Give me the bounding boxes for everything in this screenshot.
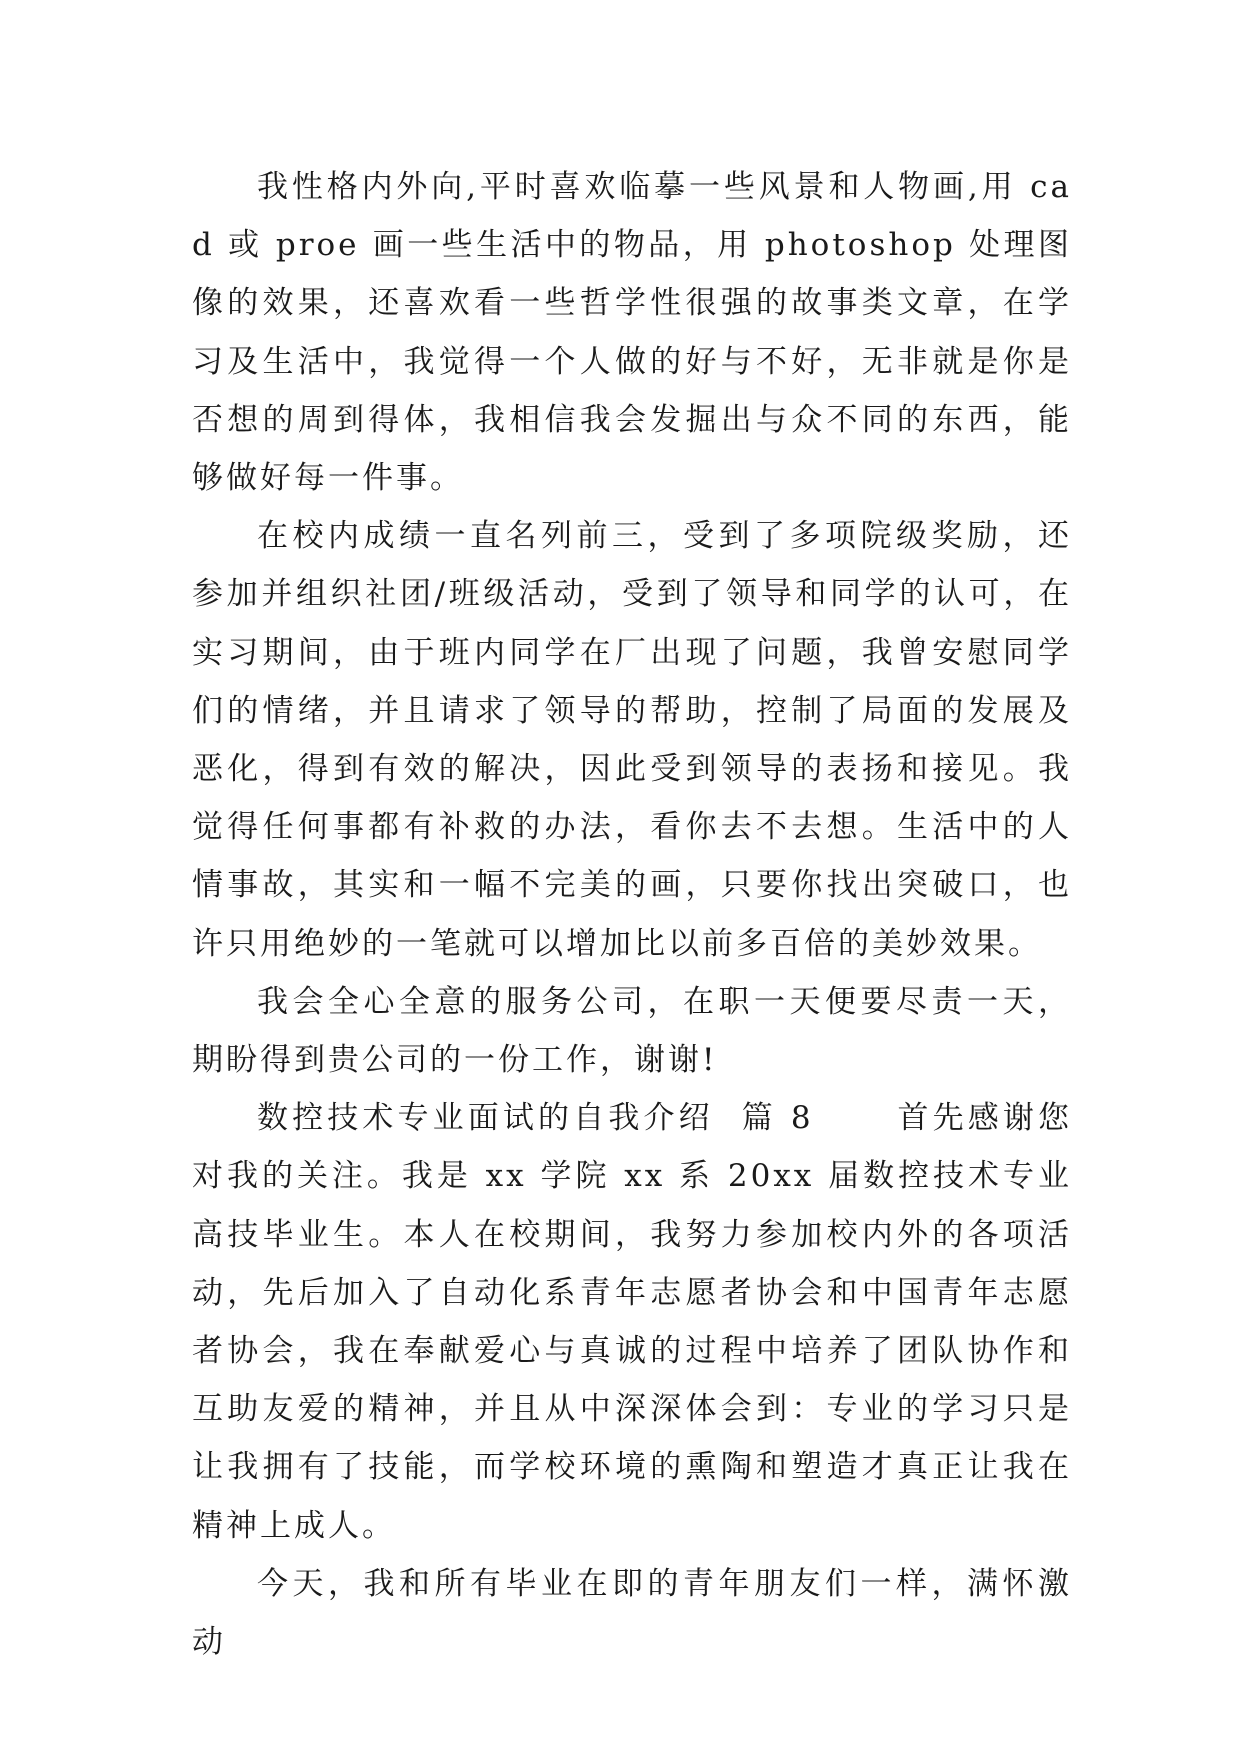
paragraph-personality: 我性格内外向,平时喜欢临摹一些风景和人物画,用 cad 或 proe 画一些生活中的物品，用 photoshop 处理图像的效果，还喜欢看一些哲学性很强的故事类文章，在学习及生活中，我觉得一个人做的好与不好，无非就是你是否想的周到得体，我相信我会发掘出与众不同的东西，能够做好每一件事。 (192, 169, 1072, 497)
paragraph-commitment: 我会全心全意的服务公司，在职一天便要尽责一天，期盼得到贵公司的一份工作，谢谢! (192, 983, 1072, 1079)
paragraph-today: 今天，我和所有毕业在即的青年朋友们一样，满怀激动 (192, 1565, 1072, 1661)
paragraph-section-8-intro: 数控技术专业面试的自我介绍 篇 8 首先感谢您对我的关注。我是 xx 学院 xx 系 20xx 届数控技术专业高技毕业生。本人在校期间，我努力参加校内外的各项活动，先后加入了自动化系青年志愿者协会和中国青年志愿者协会，我在奉献爱心与真诚的过程中培养了团队协作和互助友爱的精神，并且从中深深体会到：专业的学习只是让我拥有了技能，而学校环境的熏陶和塑造才真正让我在精神上成人。 (192, 1100, 1072, 1544)
document-body (192, 158, 1072, 1671)
paragraph-achievements: 在校内成绩一直名列前三，受到了多项院级奖励，还参加并组织社团/班级活动，受到了领导和同学的认可，在实习期间，由于班内同学在厂出现了问题，我曾安慰同学们的情绪，并且请求了领导的帮助，控制了局面的发展及恶化，得到有效的解决，因此受到领导的表扬和接见。我觉得任何事都有补救的办法，看你去不去想。生活中的人情事故，其实和一幅不完美的画，只要你找出突破口，也许只用绝妙的一笔就可以增加比以前多百倍的美妙效果。 (192, 518, 1072, 962)
